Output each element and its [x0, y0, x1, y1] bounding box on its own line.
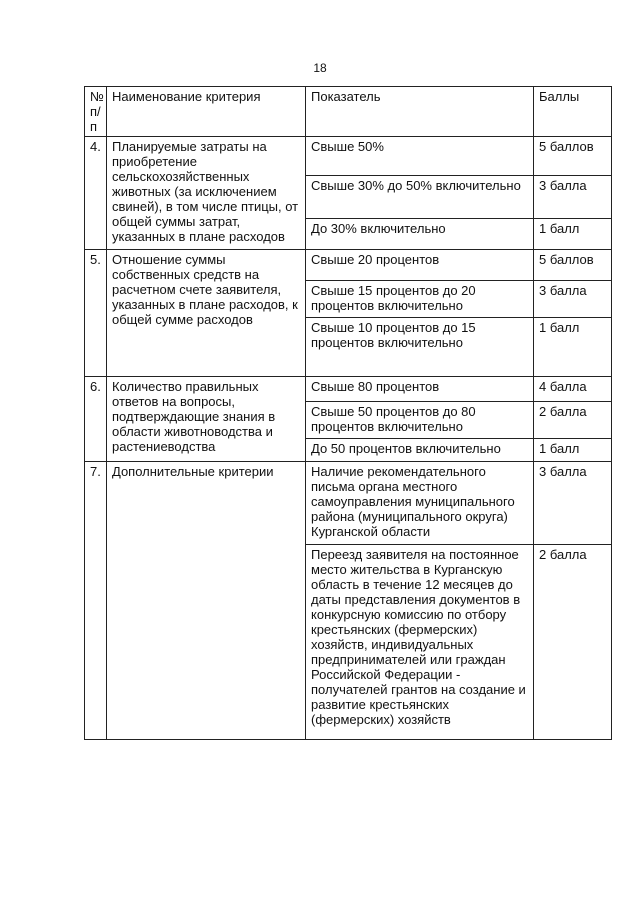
- criterion-name: Количество правильных ответов на вопросы, подтверждающие знания в области животноводства и растениеводства: [107, 377, 306, 462]
- header-row: [85, 87, 612, 137]
- header-indicator: Показатель: [306, 87, 534, 137]
- points-cell: 3 балла: [534, 176, 612, 219]
- criterion-number: 5.: [85, 250, 107, 377]
- criterion-name: Отношение суммы собственных средств на расчетном счете заявителя, указанных в плане расходов, к общей сумме расходов: [107, 250, 306, 377]
- page-number: 18: [313, 61, 327, 75]
- points-cell: 4 балла: [534, 377, 612, 402]
- criterion-number: 6.: [85, 377, 107, 462]
- points-cell: 1 балл: [534, 318, 612, 377]
- table-row: [85, 462, 612, 545]
- indicator-cell: Свыше 50 процентов до 80 процентов включительно: [306, 402, 534, 439]
- indicator-cell: Свыше 15 процентов до 20 процентов включительно: [306, 281, 534, 318]
- points-cell: 3 балла: [534, 462, 612, 545]
- points-cell: 2 балла: [534, 402, 612, 439]
- criteria-table: [84, 86, 612, 740]
- table-row: [85, 377, 612, 402]
- indicator-cell: Свыше 50%: [306, 137, 534, 176]
- points-cell: 1 балл: [534, 439, 612, 462]
- table-row: [85, 250, 612, 281]
- criterion-number: 4.: [85, 137, 107, 250]
- indicator-cell: Переезд заявителя на постоянное место жительства в Курганскую область в течение 12 месяцев до даты представления документов в конкурсную комиссию по отбору крестьянских (фермерских) хозяйств, индивидуальных предпринимателей или граждан Российской Федерации - получателей грантов на создание и развитие крестьянских (фермерских) хозяйств: [306, 545, 534, 740]
- points-cell: 1 балл: [534, 219, 612, 250]
- points-cell: 3 балла: [534, 281, 612, 318]
- indicator-cell: Свыше 30% до 50% включительно: [306, 176, 534, 219]
- criterion-name: Дополнительные критерии: [107, 462, 306, 740]
- indicator-cell: До 30% включительно: [306, 219, 534, 250]
- header-number: № п/п: [85, 87, 107, 137]
- indicator-cell: Свыше 10 процентов до 15 процентов включительно: [306, 318, 534, 377]
- criterion-number: 7.: [85, 462, 107, 740]
- header-criterion-name: Наименование критерия: [107, 87, 306, 137]
- indicator-cell: Свыше 80 процентов: [306, 377, 534, 402]
- indicator-cell: Свыше 20 процентов: [306, 250, 534, 281]
- indicator-cell: Наличие рекомендательного письма органа местного самоуправления муниципального района (муниципального округа) Курганской области: [306, 462, 534, 545]
- table-row: [85, 137, 612, 176]
- points-cell: 2 балла: [534, 545, 612, 740]
- header-points: Баллы: [534, 87, 612, 137]
- points-cell: 5 баллов: [534, 137, 612, 176]
- criterion-name: Планируемые затраты на приобретение сельскохозяйственных животных (за исключением свиней), в том числе птицы, от общей суммы затрат, указанных в плане расходов: [107, 137, 306, 250]
- indicator-cell: До 50 процентов включительно: [306, 439, 534, 462]
- points-cell: 5 баллов: [534, 250, 612, 281]
